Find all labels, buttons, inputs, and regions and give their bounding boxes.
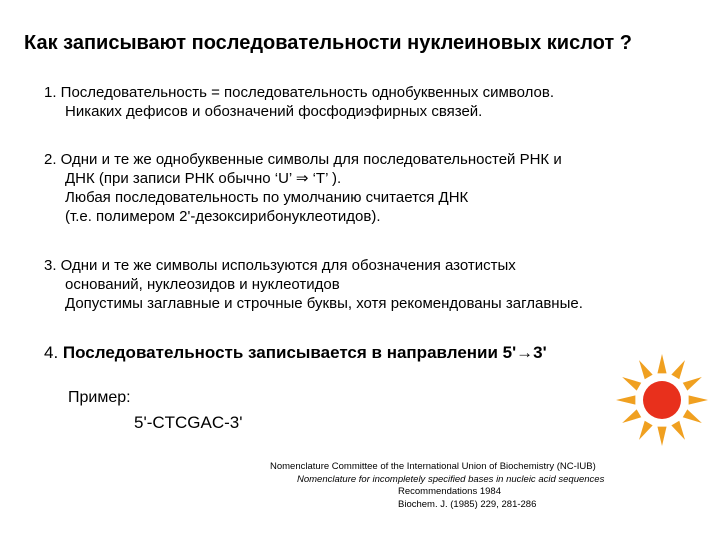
item-4-text: Последовательность записывается в направлении 5'→3' bbox=[62, 343, 547, 362]
item-3-line-2: оснований, нуклеозидов и нуклеотидов bbox=[65, 276, 340, 293]
sun-ray bbox=[683, 409, 702, 423]
sun-ray bbox=[622, 409, 641, 423]
page-title: Как записывают последовательности нуклеиновых кислот ? bbox=[24, 32, 632, 54]
item-3-line-3: Допустимы заглавные и строчные буквы, хотя рекомендованы заглавные. bbox=[65, 295, 583, 312]
reference-line-3: Recommendations 1984 bbox=[398, 486, 501, 497]
sun-ray bbox=[689, 395, 708, 404]
reference-line-1: Nomenclature Committee of the International Union of Biochemistry (NC-IUB) bbox=[270, 461, 596, 472]
item-3-line-1: 3. Одни и те же символы используются для обозначения азотистых bbox=[44, 257, 516, 274]
sun-core bbox=[643, 381, 681, 419]
sun-icon bbox=[612, 350, 712, 450]
list-item-3 bbox=[44, 256, 704, 313]
sun-ray bbox=[657, 427, 666, 446]
example-sequence: 5'-CTCGAC-3' bbox=[134, 413, 243, 432]
item-2-line-4: (т.е. полимером 2'-дезоксирибонуклеотидов). bbox=[65, 208, 381, 225]
item-4-number: 4. bbox=[44, 343, 63, 362]
list-item-4 bbox=[44, 343, 704, 362]
item-2-line-1: 2. Одни и те же однобуквенные символы для последовательностей РНК и bbox=[44, 151, 562, 168]
list-item-2 bbox=[44, 150, 704, 226]
item-1-line-1: 1. Последовательность = последовательность однобуквенных символов. bbox=[44, 84, 554, 101]
sun-ray bbox=[616, 395, 635, 404]
sun-ray bbox=[671, 360, 685, 379]
reference-line-2: Nomenclature for incompletely specified bases in nucleic acid sequences bbox=[297, 473, 605, 485]
list-item-1 bbox=[44, 83, 704, 121]
item-2-line-3: Любая последовательность по умолчанию считается ДНК bbox=[65, 189, 469, 206]
sun-ray bbox=[671, 421, 685, 440]
sun-ray bbox=[622, 377, 641, 391]
item-1-line-2: Никаких дефисов и обозначений фосфодиэфирных связей. bbox=[65, 103, 483, 120]
sun-ray bbox=[683, 377, 702, 391]
sun-ray bbox=[639, 360, 653, 379]
references bbox=[255, 461, 695, 511]
sun-ray bbox=[657, 354, 666, 373]
item-2-line-2: ДНК (при записи РНК обычно ‘U’ ⇒ ‘T’ ). bbox=[65, 170, 342, 187]
sun-ray bbox=[639, 421, 653, 440]
reference-line-4: Biochem. J. (1985) 229, 281-286 bbox=[398, 498, 537, 510]
example-label: Пример: bbox=[68, 389, 131, 406]
